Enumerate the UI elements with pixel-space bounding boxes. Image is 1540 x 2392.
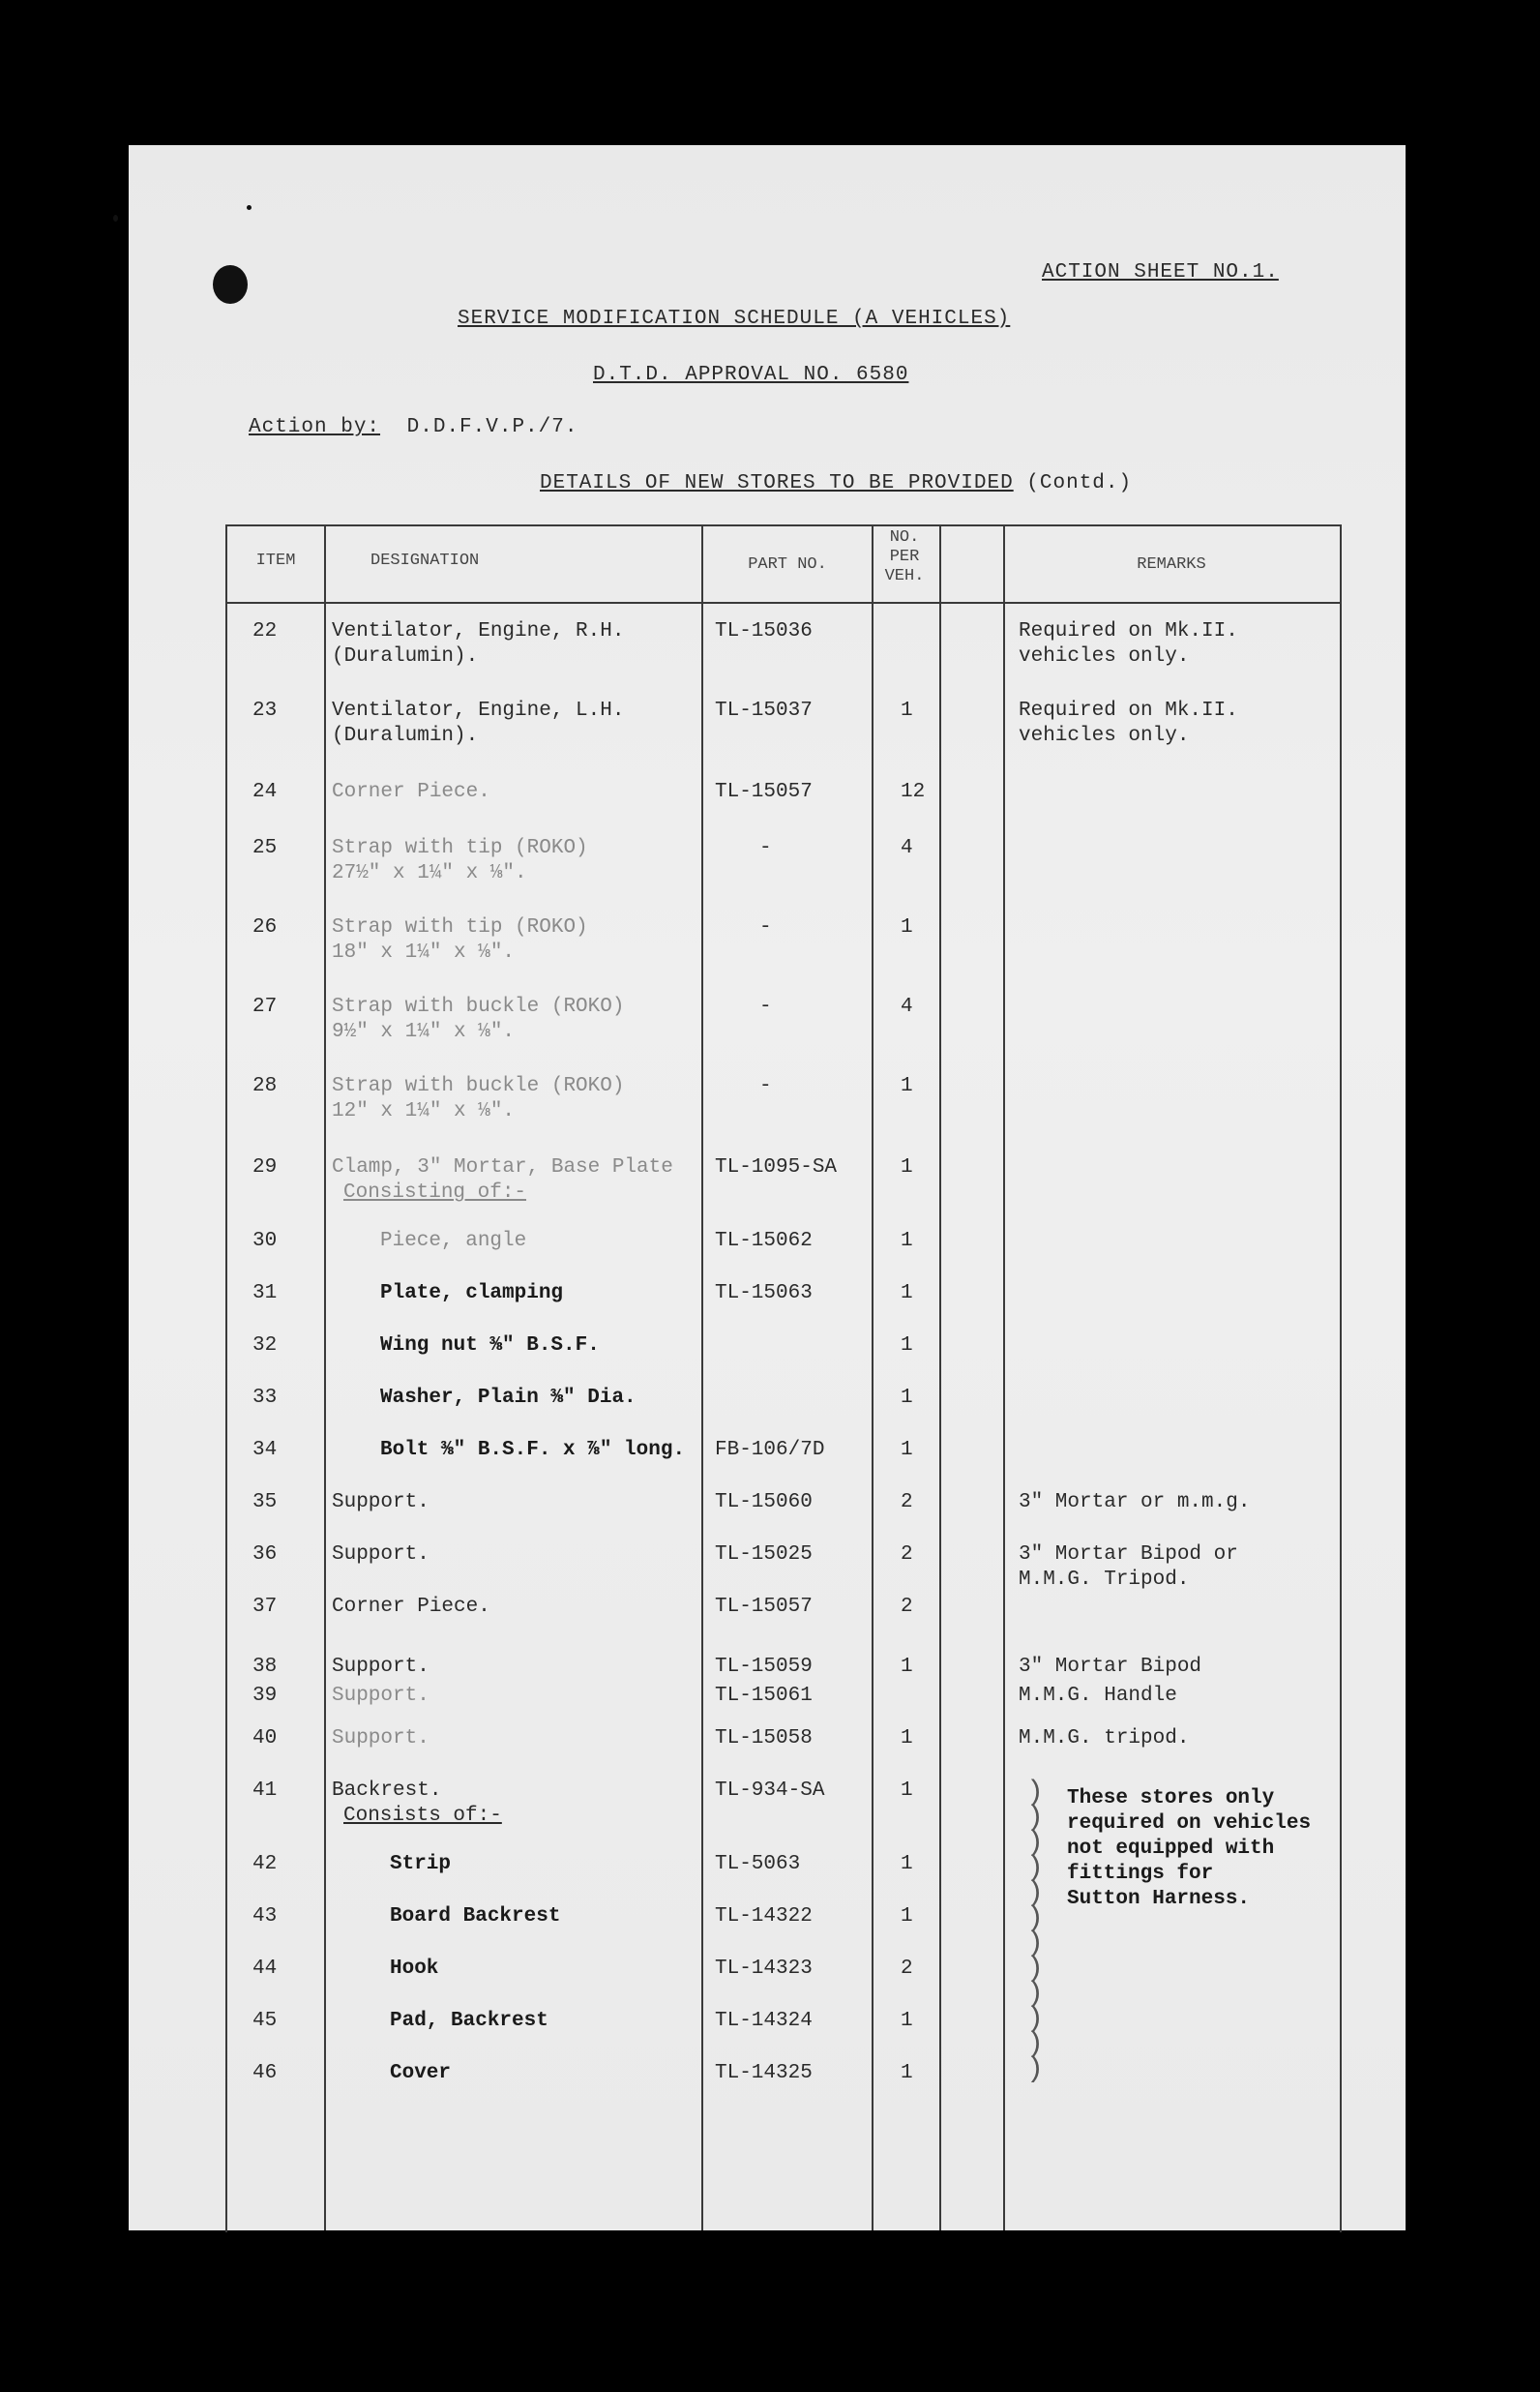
header-rule — [225, 602, 1340, 604]
backrest-note-line: not equipped with — [1067, 1838, 1275, 1860]
designation-line-2: Consists of:- — [343, 1805, 502, 1827]
item-number: 31 — [252, 1282, 278, 1304]
designation-line-2: 9½" x 1¼" x ⅛". — [332, 1021, 516, 1043]
action-sheet-label: ACTION SHEET NO.1. — [1042, 261, 1279, 284]
quantity: 1 — [901, 1779, 913, 1802]
brace-mark: ) — [1026, 1852, 1045, 1885]
brace-mark: ) — [1026, 2003, 1045, 2036]
designation: Corner Piece. — [332, 781, 490, 803]
quantity: 1 — [901, 1727, 913, 1749]
designation-line-2: 18" x 1¼" x ⅛". — [332, 942, 516, 964]
quantity: 2 — [901, 1596, 913, 1618]
item-number: 42 — [252, 1853, 278, 1875]
action-by-value: D.D.F.V.P./7. — [406, 416, 578, 438]
brace-mark: ) — [1026, 1877, 1045, 1910]
designation-line-2: (Duralumin). — [332, 645, 479, 668]
action-by-label: Action by: — [249, 416, 381, 438]
designation: Support. — [332, 1491, 429, 1513]
quantity: 1 — [901, 1075, 913, 1097]
ink-dot — [247, 205, 252, 210]
ink-dot — [113, 215, 118, 222]
backrest-note-line: These stores only — [1067, 1787, 1275, 1809]
part-number: TL-15062 — [715, 1230, 813, 1252]
column-divider — [701, 526, 703, 2230]
col-designation: DESIGNATION — [370, 552, 480, 570]
part-number: TL-14325 — [715, 2062, 813, 2084]
part-number: TL-15059 — [715, 1656, 813, 1678]
part-number: - — [759, 837, 772, 859]
action-by — [249, 416, 578, 438]
part-number: TL-934-SA — [715, 1779, 825, 1802]
quantity: 1 — [901, 1656, 913, 1678]
quantity: 12 — [901, 781, 926, 803]
quantity: 1 — [901, 2062, 913, 2084]
remarks: Required on Mk.II. — [1019, 620, 1238, 643]
item-number: 23 — [252, 700, 278, 722]
quantity: 1 — [901, 1334, 913, 1357]
item-number: 44 — [252, 1958, 278, 1980]
designation: Pad, Backrest — [390, 2010, 548, 2032]
col-part-no: PART NO. — [748, 555, 827, 574]
remarks: Required on Mk.II. — [1019, 700, 1238, 722]
quantity: 1 — [901, 2010, 913, 2032]
part-number: TL-14323 — [715, 1958, 813, 1980]
backrest-note-line: required on vehicles — [1067, 1812, 1312, 1835]
quantity: 1 — [901, 700, 913, 722]
item-number: 26 — [252, 916, 278, 939]
item-number: 35 — [252, 1491, 278, 1513]
remarks: 3" Mortar Bipod or — [1019, 1543, 1238, 1566]
part-number: - — [759, 996, 772, 1018]
brace-mark: ) — [1026, 1827, 1045, 1860]
part-number: TL-15058 — [715, 1727, 813, 1749]
designation: Piece, angle — [380, 1230, 527, 1252]
remarks-line-2: vehicles only. — [1019, 645, 1190, 668]
designation: Strap with buckle (ROKO) — [332, 1075, 625, 1097]
quantity: 1 — [901, 1387, 913, 1409]
designation: Strap with tip (ROKO) — [332, 916, 588, 939]
section-title-suffix: (Contd.) — [1026, 472, 1133, 494]
brace-mark: ) — [1026, 1978, 1045, 2011]
backrest-note-line: fittings for — [1067, 1863, 1214, 1885]
brace-mark: ) — [1026, 1902, 1045, 1935]
item-number: 37 — [252, 1596, 278, 1618]
quantity: 1 — [901, 1853, 913, 1875]
quantity: 1 — [901, 1230, 913, 1252]
col-per-veh: NO. PER VEH. — [884, 528, 925, 585]
designation: Bolt ⅜" B.S.F. x ⅞" long. — [380, 1439, 686, 1461]
designation: Support. — [332, 1656, 429, 1678]
quantity: 1 — [901, 1282, 913, 1304]
designation: Plate, clamping — [380, 1282, 564, 1304]
designation: Cover — [390, 2062, 452, 2084]
column-divider — [939, 526, 941, 2230]
brace-mark: ) — [1026, 1928, 1045, 1960]
item-number: 29 — [252, 1156, 278, 1179]
item-number: 28 — [252, 1075, 278, 1097]
remarks: M.M.G. Handle — [1019, 1685, 1177, 1707]
part-number: TL-5063 — [715, 1853, 801, 1875]
part-number: TL-1095-SA — [715, 1156, 838, 1179]
designation: Strap with tip (ROKO) — [332, 837, 588, 859]
item-number: 24 — [252, 781, 278, 803]
item-number: 38 — [252, 1656, 278, 1678]
item-number: 39 — [252, 1685, 278, 1707]
designation-line-2: Consisting of:- — [343, 1181, 527, 1204]
quantity: 1 — [901, 916, 913, 939]
brace-mark: ) — [1026, 2028, 1045, 2061]
designation: Hook — [390, 1958, 439, 1980]
designation: Strap with buckle (ROKO) — [332, 996, 625, 1018]
brace-mark: ) — [1026, 1953, 1045, 1986]
quantity: 2 — [901, 1491, 913, 1513]
backrest-note-line: Sutton Harness. — [1067, 1888, 1251, 1910]
designation: Support. — [332, 1685, 429, 1707]
part-number: TL-15061 — [715, 1685, 813, 1707]
column-divider — [1003, 526, 1005, 2230]
col-item: ITEM — [255, 552, 296, 570]
item-number: 45 — [252, 2010, 278, 2032]
part-number: TL-15057 — [715, 781, 813, 803]
designation-line-2: 12" x 1¼" x ⅛". — [332, 1100, 516, 1122]
designation: Washer, Plain ⅜" Dia. — [380, 1387, 637, 1409]
item-number: 43 — [252, 1905, 278, 1928]
quantity: 1 — [901, 1905, 913, 1928]
designation: Strip — [390, 1853, 452, 1875]
section-title-text: DETAILS OF NEW STORES TO BE PROVIDED — [540, 472, 1014, 494]
part-number: TL-14324 — [715, 2010, 813, 2032]
designation-line-2: 27½" x 1¼" x ⅛". — [332, 862, 527, 884]
part-number: TL-15036 — [715, 620, 813, 643]
remarks: 3" Mortar Bipod — [1019, 1656, 1202, 1678]
column-divider — [872, 526, 874, 2230]
item-number: 34 — [252, 1439, 278, 1461]
quantity: 2 — [901, 1543, 913, 1566]
designation: Backrest. — [332, 1779, 442, 1802]
quantity: 1 — [901, 1439, 913, 1461]
quantity: 4 — [901, 996, 913, 1018]
quantity: 4 — [901, 837, 913, 859]
quantity: 2 — [901, 1958, 913, 1980]
schedule-title: SERVICE MODIFICATION SCHEDULE (A VEHICLES) — [458, 308, 1011, 330]
part-number: TL-14322 — [715, 1905, 813, 1928]
part-number: - — [759, 1075, 772, 1097]
part-number: TL-15060 — [715, 1491, 813, 1513]
part-number: FB-106/7D — [715, 1439, 825, 1461]
part-number: TL-15057 — [715, 1596, 813, 1618]
section-title — [540, 472, 1132, 494]
item-number: 40 — [252, 1727, 278, 1749]
part-number: TL-15025 — [715, 1543, 813, 1566]
quantity: 1 — [901, 1156, 913, 1179]
brace-mark: ) — [1026, 1777, 1045, 1809]
remarks: M.M.G. tripod. — [1019, 1727, 1190, 1749]
designation: Ventilator, Engine, L.H. — [332, 700, 625, 722]
item-number: 32 — [252, 1334, 278, 1357]
item-number: 33 — [252, 1387, 278, 1409]
item-number: 22 — [252, 620, 278, 643]
designation: Wing nut ⅜" B.S.F. — [380, 1334, 600, 1357]
part-number: - — [759, 916, 772, 939]
item-number: 41 — [252, 1779, 278, 1802]
remarks: 3" Mortar or m.m.g. — [1019, 1491, 1251, 1513]
approval-number: D.T.D. APPROVAL NO. 6580 — [593, 364, 909, 386]
designation: Ventilator, Engine, R.H. — [332, 620, 625, 643]
designation-line-2: (Duralumin). — [332, 725, 479, 747]
item-number: 46 — [252, 2062, 278, 2084]
part-number: TL-15037 — [715, 700, 813, 722]
designation: Support. — [332, 1543, 429, 1566]
col-remarks: REMARKS — [1137, 555, 1206, 574]
remarks-line-2: M.M.G. Tripod. — [1019, 1569, 1190, 1591]
remarks-line-2: vehicles only. — [1019, 725, 1190, 747]
brace-mark: ) — [1026, 2053, 1045, 2086]
ink-blot — [213, 265, 248, 304]
designation: Clamp, 3" Mortar, Base Plate — [332, 1156, 673, 1179]
item-number: 36 — [252, 1543, 278, 1566]
designation: Corner Piece. — [332, 1596, 490, 1618]
part-number: TL-15063 — [715, 1282, 813, 1304]
designation: Support. — [332, 1727, 429, 1749]
brace-mark: ) — [1026, 1802, 1045, 1835]
document-page — [129, 145, 1406, 2230]
item-number: 25 — [252, 837, 278, 859]
item-number: 27 — [252, 996, 278, 1018]
column-divider — [324, 526, 326, 2230]
designation: Board Backrest — [390, 1905, 561, 1928]
item-number: 30 — [252, 1230, 278, 1252]
